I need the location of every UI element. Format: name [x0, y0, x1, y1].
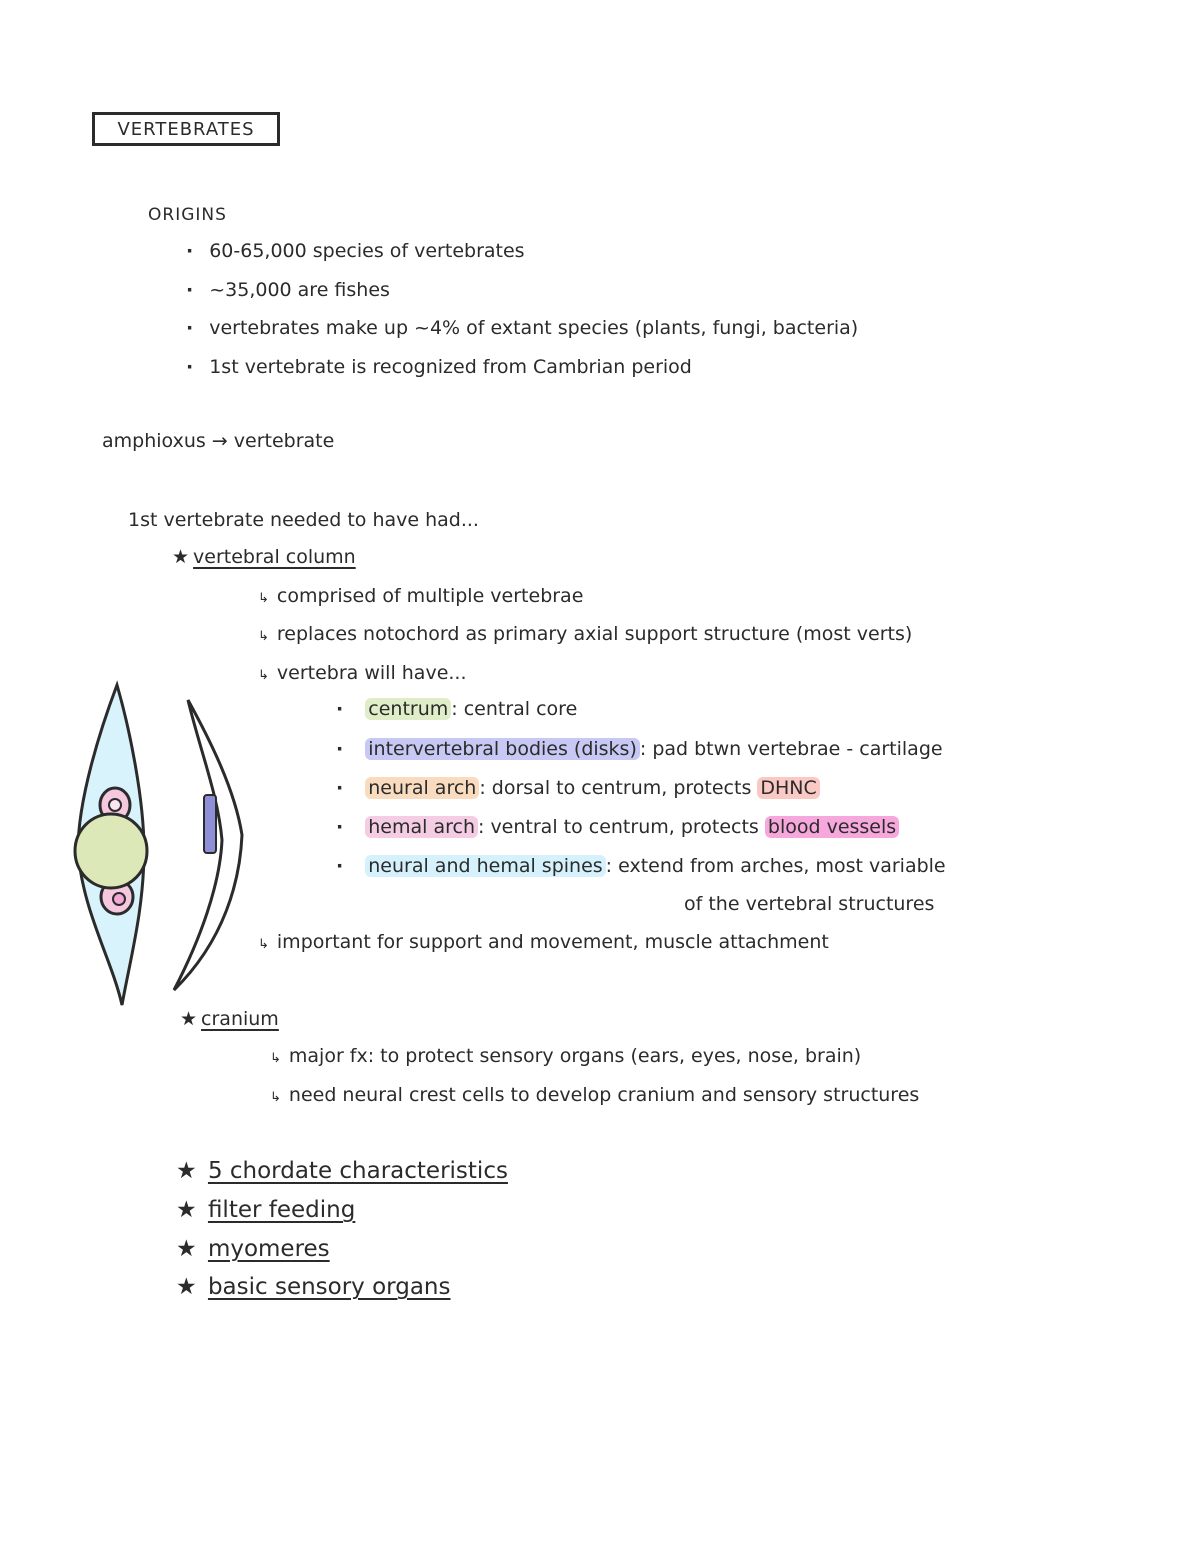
vertebra-part-centrum: · centrum : central core	[336, 700, 577, 719]
vertebral-point: ↳ important for support and movement, muscle attachment	[258, 931, 829, 953]
arrow-return-icon: ↳	[270, 1051, 281, 1066]
arrow-return-icon: ↳	[258, 937, 269, 952]
star-icon: ★	[176, 1197, 197, 1223]
characteristic-item: ★ filter feeding	[176, 1197, 356, 1223]
origins-item: · 60-65,000 species of vertebrates	[186, 242, 525, 261]
vertebra-part-neural-arch: · neural arch : dorsal to centrum, protects DHNC	[336, 779, 820, 798]
vertebral-column-heading: ★ vertebral column	[172, 546, 356, 568]
star-icon: ★	[172, 546, 190, 568]
hemal-canal	[113, 893, 125, 905]
vertebra-part-disks: · intervertebral bodies (disks) : pad btwn vertebrae - cartilage	[336, 740, 943, 759]
star-icon: ★	[176, 1274, 197, 1300]
vertebra-part-hemal-arch: · hemal arch : ventral to centrum, protects blood vessels	[336, 818, 899, 837]
star-icon: ★	[176, 1236, 197, 1262]
cranium-point: ↳ major fx: to protect sensory organs (ears, eyes, nose, brain)	[270, 1045, 862, 1067]
first-vertebrate-intro: 1st vertebrate needed to have had...	[128, 509, 479, 531]
centrum	[75, 814, 147, 888]
cranium-heading: ★ cranium	[180, 1008, 279, 1030]
vertebral-point: ↳ replaces notochord as primary axial support structure (most verts)	[258, 623, 913, 645]
origins-heading: ORIGINS	[148, 205, 227, 225]
origins-item: · vertebrates make up ~4% of extant species (plants, fungi, bacteria)	[186, 319, 858, 338]
characteristic-item: ★ 5 chordate characteristics	[176, 1158, 508, 1184]
origins-item: · ~35,000 are fishes	[186, 281, 390, 300]
characteristic-item: ★ basic sensory organs	[176, 1274, 451, 1300]
intervertebral-disk	[204, 795, 216, 853]
page-title: VERTEBRATES	[92, 112, 280, 146]
arrow-return-icon: ↳	[258, 629, 269, 644]
star-icon: ★	[176, 1158, 197, 1184]
arrow-return-icon: ↳	[258, 668, 269, 683]
vertebra-part-spines-continued: of the vertebral structures	[684, 893, 935, 915]
star-icon: ★	[180, 1008, 198, 1030]
amphioxus-line: amphioxus → vertebrate	[102, 430, 335, 452]
vertebra-part-spines: · neural and hemal spines : extend from arches, most variable	[336, 857, 946, 876]
characteristic-item: ★ myomeres	[176, 1236, 330, 1262]
vertebral-point: ↳ comprised of multiple vertebrae	[258, 585, 584, 607]
vertebra-diagram	[60, 670, 270, 1015]
vertebral-point: ↳ vertebra will have...	[258, 662, 467, 684]
arrow-return-icon: ↳	[270, 1090, 281, 1105]
neural-canal	[109, 799, 121, 811]
arrow-return-icon: ↳	[258, 591, 269, 606]
cranium-point: ↳ need neural crest cells to develop cranium and sensory structures	[270, 1084, 920, 1106]
origins-item: · 1st vertebrate is recognized from Cambrian period	[186, 358, 692, 377]
